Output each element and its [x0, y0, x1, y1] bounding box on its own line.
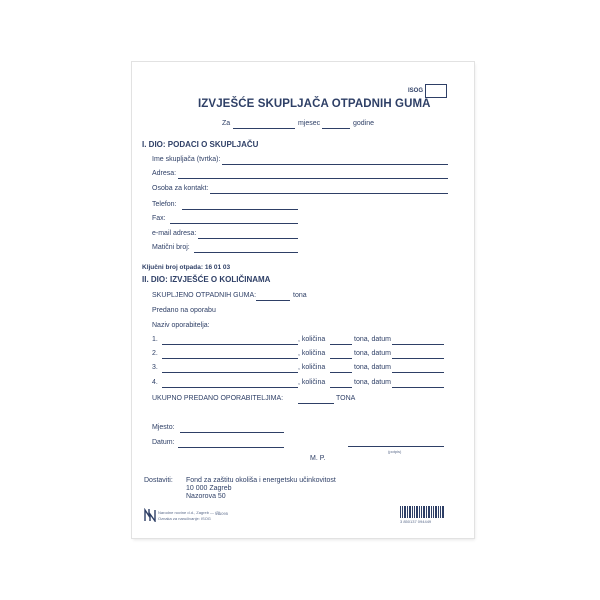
recycler-row-name-line[interactable] — [162, 372, 298, 373]
publisher-logo-icon — [144, 508, 156, 522]
field-line-name[interactable] — [222, 164, 448, 165]
section2-heading: II. DIO: IZVJEŠĆE O KOLIČINAMA — [142, 275, 271, 284]
field-label-phone: Telefon: — [152, 201, 177, 208]
recycler-row-num: 4. — [152, 379, 158, 386]
recycler-row-date-line[interactable] — [392, 387, 444, 388]
place-line[interactable] — [180, 432, 284, 433]
delivery-line: Fond za zaštitu okoliša i energetsku učinkovitost — [186, 477, 336, 484]
recycler-row-tona-datum: tona, datum — [354, 350, 391, 357]
recycler-row-tona-datum: tona, datum — [354, 364, 391, 371]
field-label-contact: Osoba za kontakt: — [152, 185, 209, 192]
recycler-row-amount-line[interactable] — [330, 372, 352, 373]
isog-label: ISOG — [408, 88, 424, 94]
isog-box — [425, 84, 447, 98]
field-label-id: Matični broj: — [152, 244, 190, 251]
publisher-line: Narodne novine d.d., Zagreb — (3) — [158, 510, 221, 515]
collected-label: SKUPLJENO OTPADNIH GUMA: — [152, 292, 257, 299]
waste-code: Ključni broj otpada: 16 01 03 — [142, 264, 231, 271]
recycler-row-kolicina: , količina — [298, 336, 326, 343]
recycler-label: Naziv oporabitelja: — [152, 322, 210, 329]
stamp-label: M. P. — [310, 455, 326, 462]
total-unit: TONA — [336, 395, 356, 402]
field-line-email[interactable] — [198, 238, 298, 239]
recycler-row-num: 1. — [152, 336, 158, 343]
recycler-row-amount-line[interactable] — [330, 344, 352, 345]
recycler-row-num: 2. — [152, 350, 158, 357]
field-label-fax: Fax: — [152, 215, 166, 222]
signature-line[interactable] — [348, 446, 444, 447]
section1-heading: I. DIO: PODACI O SKUPLJAČU — [142, 140, 259, 149]
field-label-name: Ime skupljača (tvrtka): — [152, 156, 221, 163]
recycler-row-date-line[interactable] — [392, 358, 444, 359]
recycler-row-kolicina: , količina — [298, 379, 326, 386]
recycler-row-kolicina: , količina — [298, 364, 326, 371]
field-line-phone[interactable] — [182, 209, 298, 210]
recycler-row-amount-line[interactable] — [330, 387, 352, 388]
period-mjesec-line[interactable] — [322, 128, 350, 129]
recycler-row-tona-datum: tona, datum — [354, 379, 391, 386]
date-label: Datum: — [152, 439, 175, 446]
field-line-address[interactable] — [178, 178, 448, 179]
recycler-row-name-line[interactable] — [162, 358, 298, 359]
period-za-line[interactable] — [233, 128, 295, 129]
field-label-address: Adresa: — [152, 170, 177, 177]
recycler-row-name-line[interactable] — [162, 387, 298, 388]
form-title: IZVJEŠĆE SKUPLJAČA OTPADNIH GUMA — [198, 98, 431, 110]
recycler-row-tona-datum: tona, datum — [354, 336, 391, 343]
period-mjesec-label: mjesec — [298, 120, 321, 127]
recycler-row-name-line[interactable] — [162, 344, 298, 345]
collected-unit: tona — [293, 292, 307, 299]
form-number: I11095 — [216, 511, 228, 516]
delivery-label: Dostaviti: — [144, 477, 173, 484]
delivery-line: Nazorova 50 — [186, 493, 226, 500]
field-line-fax[interactable] — [170, 223, 298, 224]
recycler-row-num: 3. — [152, 364, 158, 371]
barcode-icon — [400, 506, 444, 518]
handed-label: Predano na oporabu — [152, 307, 216, 314]
barcode-number: 3 850137 094449 — [400, 519, 432, 524]
recycler-row-date-line[interactable] — [392, 344, 444, 345]
recycler-row-amount-line[interactable] — [330, 358, 352, 359]
recycler-row-kolicina: , količina — [298, 350, 326, 357]
field-line-contact[interactable] — [210, 193, 448, 194]
place-label: Mjesto: — [152, 424, 175, 431]
form-sheet — [132, 62, 474, 538]
delivery-line: 10 000 Zagreb — [186, 485, 232, 492]
publisher-line: Oznaka za naručivanje: ISOG — [158, 516, 211, 521]
field-line-id[interactable] — [194, 252, 298, 253]
total-label: UKUPNO PREDANO OPORABITELJIMA: — [152, 395, 284, 402]
date-line[interactable] — [178, 447, 284, 448]
total-line[interactable] — [298, 403, 334, 404]
period-godine-label: godine — [353, 120, 375, 127]
period-za-label: Za — [222, 120, 231, 127]
recycler-row-date-line[interactable] — [392, 372, 444, 373]
field-label-email: e-mail adresa: — [152, 230, 197, 237]
signature-caption: (potpis) — [388, 449, 402, 454]
collected-line[interactable] — [256, 300, 290, 301]
